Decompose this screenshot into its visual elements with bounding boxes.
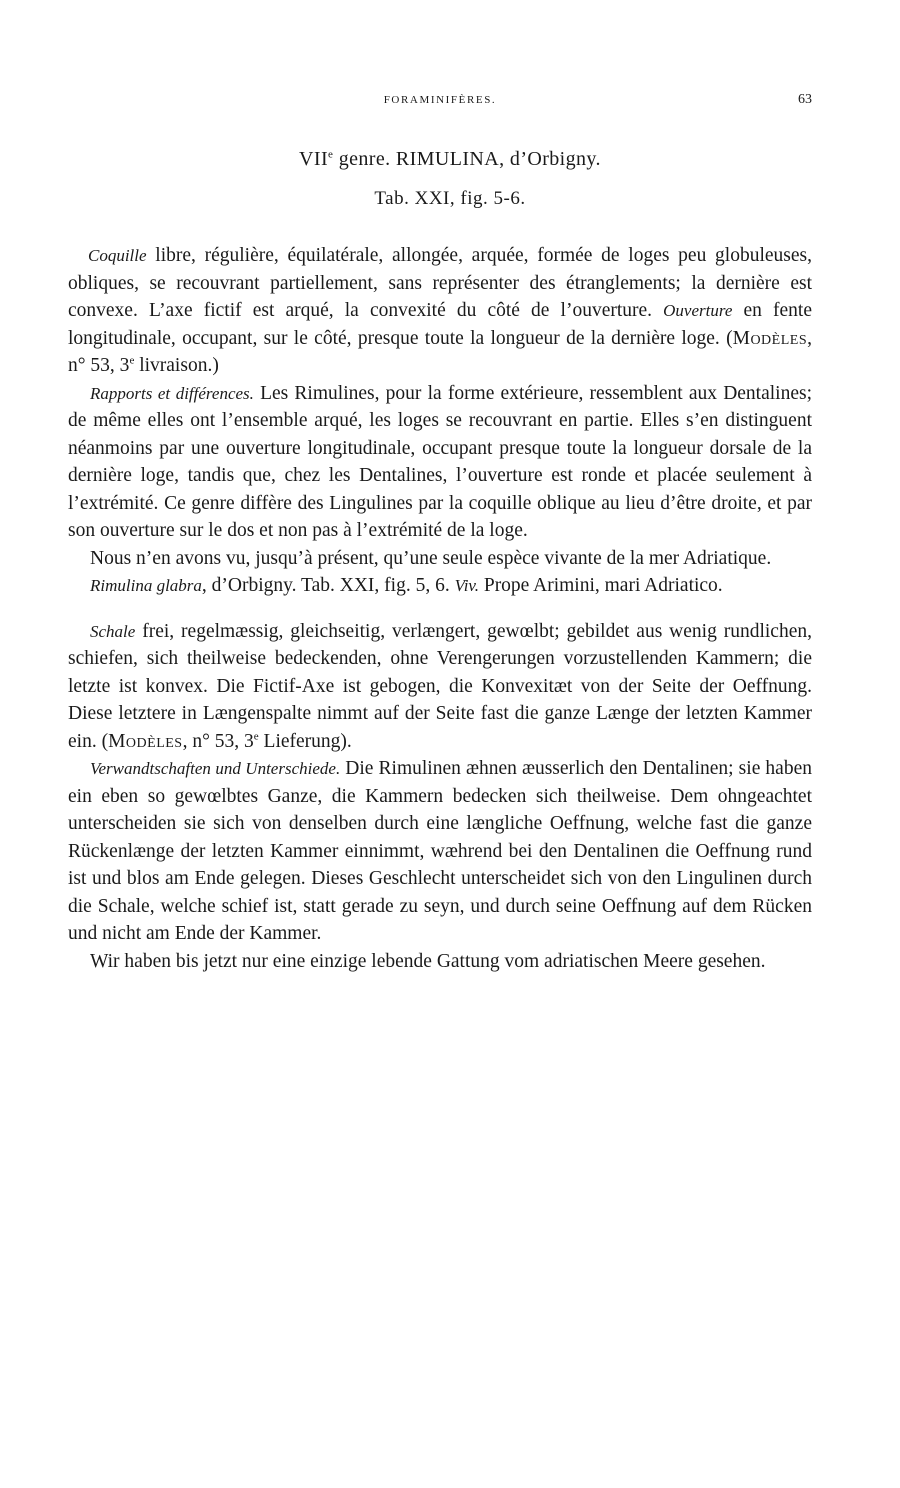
german-verwandtschaften-text: Die Rimulinen æhnen æusserlich den Dentalinen; sie haben ein eben so gewœlbtes Ganze, die Kammern bedecken sich theilweise. Dem ohngeachtet unterscheiden sie sich von denselben durch eine længliche Oeffnung, welche fast die ganze Rückenlænge der letzten Kammer einnimmt, wæhrend bei den Dentalinen die Oeffnung rund ist und blos am Ende gelegen. Dieses Geschlecht unterscheidet sich von den Lingulinen durch die Schale, welche schief ist, statt gerade zu seyn, und durch seine Oeffnung auf dem Rücken und nicht am Ende der Kammer. [68, 758, 812, 944]
german-description-text: frei, regelmæssig, gleichseitig, verlængert, gewœlbt; gebildet aus wenig rundlichen, schiefen, sich theilweise bedeckenden, ohne Verengerungen vorzustellenden Kammern; die letzte ist konvex. Die Fictif-Axe ist gebogen, die Konvexitæt von der Seite der Oeffnung. Diese letztere in Længenspalte nimmt auf der Seite fast die ganze Længe der letzten Kammer ein. ( [68, 620, 812, 752]
german-species-note-paragraph [68, 948, 812, 976]
german-species-note-text: Wir haben bis jetzt nur eine einzige lebende Gattung vom adriatischen Meere gesehen. [90, 950, 766, 972]
genus-numeral-sup: e [328, 148, 334, 161]
genus-numeral: VII [299, 148, 329, 170]
modeles-reference: Modèles [732, 327, 808, 349]
model-number: , n° 53, 3 [68, 327, 812, 376]
french-species-note-text: Nous n’en avons vu, jusqu’à présent, qu’une seule espèce vivante de la mer Adriatique. [90, 547, 772, 569]
german-model-number: , n° 53, 3 [182, 730, 254, 752]
term-viv: Viv. [454, 576, 479, 595]
german-modeles-reference: Modèles [108, 730, 183, 752]
lieferung-sup: e [253, 730, 259, 742]
plate-reference: Tab. XXI, fig. 5-6. [374, 188, 526, 209]
running-title: FORAMINIFÈRES. [383, 94, 497, 106]
french-aperture-text: en fente longitudinale, occupant, sur le côté, presque toute la longueur de la dernière loge. ( [68, 300, 812, 349]
lieferung-text: Lieferung). [258, 730, 352, 752]
running-head [68, 92, 812, 112]
french-description-paragraph [68, 242, 812, 380]
genus-heading [0, 148, 900, 171]
term-coquille: Coquille [88, 246, 147, 265]
livraison-sup: e [129, 354, 135, 367]
term-schale: Schale [90, 621, 136, 641]
body-text [68, 242, 812, 975]
french-rapports-text: Les Rimulines, pour la forme extérieure, ressemblent aux Dentalines; de même elles ont l’ensemble arqué, les loges se recouvrant en partie. Elles s’en distinguent néanmoins par une ouverture longitudinale, occupant presque toute la longueur dorsale de la dernière loge, tandis que, chez les Dentalines, l’ouverture est ronde et placée seulement à l’extrémité. Ce genre diffère des Lingulines par la coquille oblique au lieu d’être droite, et par son ouverture sur le dos et non pas à l’extrémité de la loge. [68, 382, 813, 541]
french-species-note-paragraph [68, 545, 812, 573]
french-rapports-paragraph [68, 380, 812, 545]
genus-title: genre. RIMULINA, d’Orbigny. [333, 148, 601, 170]
german-verwandtschaften-paragraph [68, 755, 812, 948]
term-ouverture: Ouverture [663, 301, 733, 320]
species-name: Rimulina glabra [90, 576, 202, 595]
term-verwandtschaften: Verwandtschaften und Unterschiede. [90, 759, 341, 778]
species-reference: , d’Orbigny. Tab. XXI, fig. 5, 6. [201, 575, 455, 596]
page-number: 63 [798, 92, 812, 107]
species-entry-paragraph [68, 572, 812, 600]
livraison-text: livraison.) [134, 355, 219, 376]
french-description-text: libre, régulière, équilatérale, allongée, arquée, formée de loges peu globuleuses, obliques, se recouvrant partiellement, sans représenter des étranglements; la dernière est convexe. L’axe fictif est arqué, la convexité du côté de l’ouverture. [68, 245, 812, 321]
german-description-paragraph [68, 618, 812, 756]
species-locality: Prope Arimini, mari Adriatico. [478, 575, 723, 596]
term-rapports: Rapports et différences. [90, 383, 254, 403]
